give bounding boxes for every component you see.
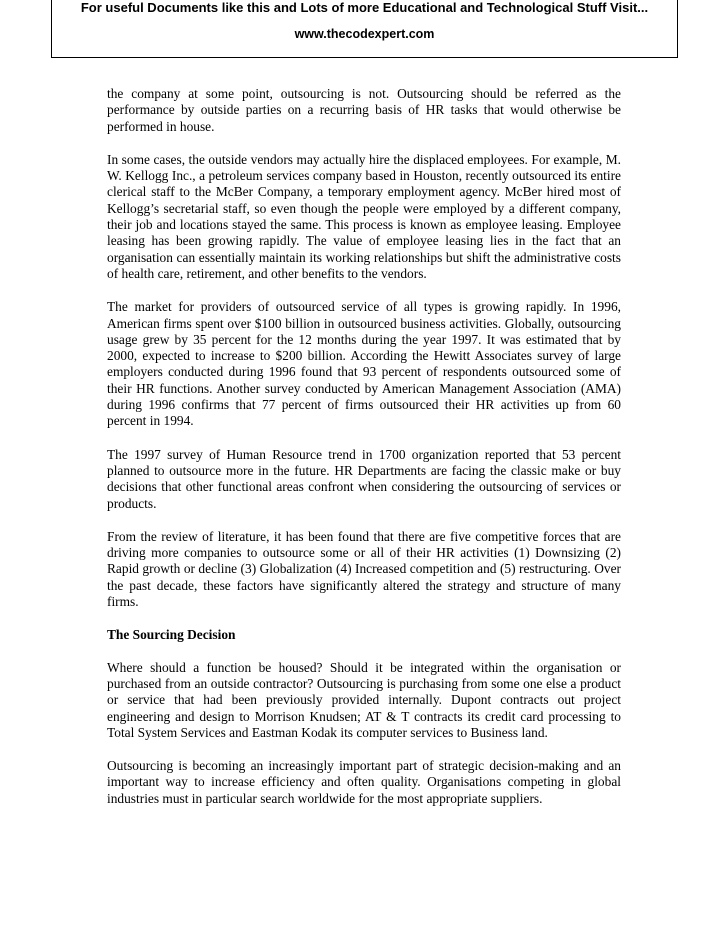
paragraph-1997-survey: The 1997 survey of Human Resource trend in 1700 organization reported that 53 percent planned to outsource more in the future. HR Departments are facing the classic make or buy decisions that other functional areas confront when considering the outsourcing of services or products.: [107, 446, 621, 511]
paragraph-market-growth: The market for providers of outsourced service of all types is growing rapidly. In 1996, American firms spent over $100 billion in outsourced business activities. Globally, outsourcing usage grew by 35 percent for the 12 months during the year 1997. It was estimated that by 2000, expected to increase to $200 billion. According the Hewitt Associates survey of large employers conducted during 1996 found that 93 percent of respondents outsourced some of their HR functions. Another survey conducted by American Management Association (AMA) during 1996 confirms that 77 percent of firms outsourced their HR activities up from 60 percent in 1994.: [107, 299, 621, 429]
document-body: [107, 86, 621, 824]
banner-website-link[interactable]: www.thecodexpert.com: [294, 27, 435, 41]
banner-promo-text: For useful Documents like this and Lots of more Educational and Technological Stuff Visit...: [80, 0, 649, 15]
paragraph-sourcing-decision: Where should a function be housed? Should it be integrated within the organisation or purchased from an outside contractor? Outsourcing is purchasing from some one else a product or service that had been previously provided internally. Dupont contracts out project engineering and design to Morrison Knudsen; AT & T contracts its credit card processing to Total System Services and Eastman Kodak its computer services to Business land.: [107, 659, 621, 740]
section-heading: The Sourcing Decision: [107, 627, 236, 643]
paragraph-employee-leasing: In some cases, the outside vendors may actually hire the displaced employees. For example, M. W. Kellogg Inc., a petroleum services company based in Houston, recently outsourced its entire clerical staff to the McBer Company, a temporary employment agency. McBer hired most of Kellogg’s secretarial staff, so even though the people were employed by a different company, their job and locations stayed the same. This process is known as employee leasing. Employee leasing has been growing rapidly. The value of employee leasing lies in the fact that an organisation can essentially maintain its working relationships but shift the administrative costs of health care, retirement, and other benefits to the vendors.: [107, 151, 621, 281]
paragraph-strategic-importance: Outsourcing is becoming an increasingly important part of strategic decision-making and an important way to increase efficiency and often quality. Organisations competing in global industries must in particular search worldwide for the most appropriate suppliers.: [107, 758, 621, 806]
promo-banner: [51, 0, 678, 58]
paragraph-outsourcing-definition: the company at some point, outsourcing is not. Outsourcing should be referred as the performance by outside parties on a recurring basis of HR tasks that would otherwise be performed in house.: [107, 86, 621, 134]
paragraph-competitive-forces: From the review of literature, it has been found that there are five competitive forces that are driving more companies to outsource some or all of their HR activities (1) Downsizing (2) Rapid growth or decline (3) Globalization (4) Increased competition and (5) restructuring. Over the past decade, these factors have significantly altered the strategy and structure of many firms.: [107, 528, 621, 610]
